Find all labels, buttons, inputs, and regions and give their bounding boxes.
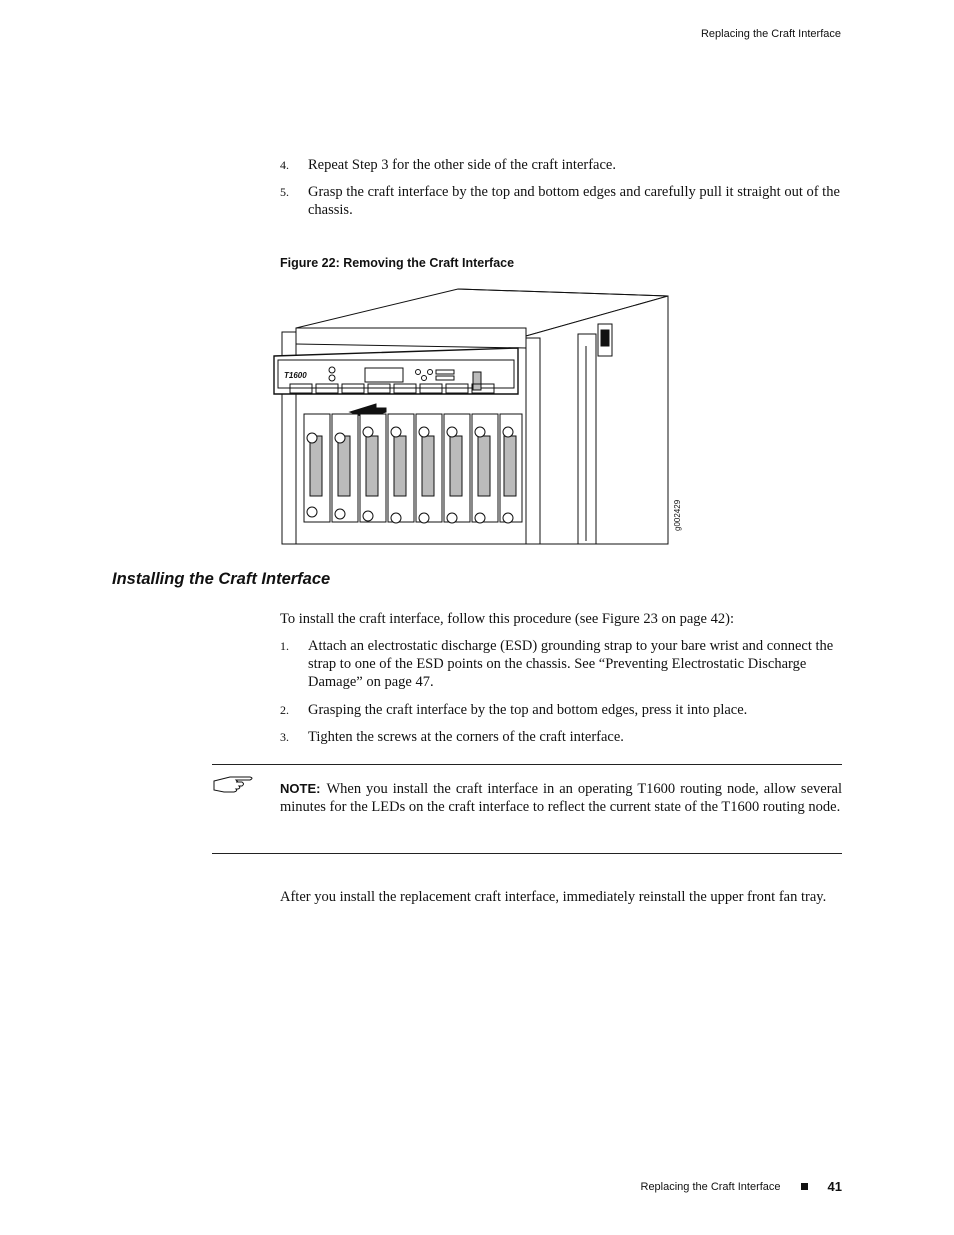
step-item xyxy=(280,701,842,719)
section-heading: Installing the Craft Interface xyxy=(112,570,331,588)
page-number: 41 xyxy=(827,1179,842,1194)
footer-title: Replacing the Craft Interface xyxy=(640,1180,781,1193)
step-text: Grasp the craft interface by the top and bottom edges and carefully pull it straight out of the chassis. xyxy=(308,184,840,218)
note-label: NOTE: xyxy=(280,781,321,796)
step-item xyxy=(280,156,842,174)
step-number: 3. xyxy=(280,730,289,744)
step-item xyxy=(280,728,842,746)
step-text: Attach an electrostatic discharge (ESD) grounding strap to your bare wrist and connect the strap to one of the ESD points on the chassis. See “Preventing Electrostatic Discharge Damage” on page 47. xyxy=(308,638,834,690)
step-number: 2. xyxy=(280,703,289,717)
closing-paragraph: After you install the replacement craft interface, immediately reinstall the upper front fan tray. xyxy=(280,889,827,905)
page-footer xyxy=(641,1179,843,1194)
note-text: When you install the craft interface in an operating T1600 routing node, allow several minutes for the LEDs on the craft interface to reflect the current state of the T1600 routing node. xyxy=(280,781,842,815)
note-block xyxy=(280,780,842,816)
step-text: Repeat Step 3 for the other side of the craft interface. xyxy=(308,157,616,173)
pointing-hand-icon xyxy=(212,775,256,795)
step-number: 5. xyxy=(280,185,289,199)
figure-id: g002429 xyxy=(673,499,682,531)
step-number: 4. xyxy=(280,158,289,172)
square-bullet-icon xyxy=(801,1183,808,1190)
brand-label: T1600 xyxy=(284,371,307,380)
step-item xyxy=(280,637,842,691)
running-header: Replacing the Craft Interface xyxy=(700,28,841,40)
chassis-illustration xyxy=(268,286,688,546)
note-bottom-rule xyxy=(212,853,842,854)
note-top-rule xyxy=(212,764,842,765)
step-number: 1. xyxy=(280,639,289,653)
step-item xyxy=(280,183,842,219)
intro-paragraph: To install the craft interface, follow this procedure (see Figure 23 on page 42): xyxy=(280,611,734,627)
figure-caption: Figure 22: Removing the Craft Interface xyxy=(280,256,515,270)
step-text: Tighten the screws at the corners of the craft interface. xyxy=(308,729,624,745)
step-text: Grasping the craft interface by the top and bottom edges, press it into place. xyxy=(308,702,748,718)
